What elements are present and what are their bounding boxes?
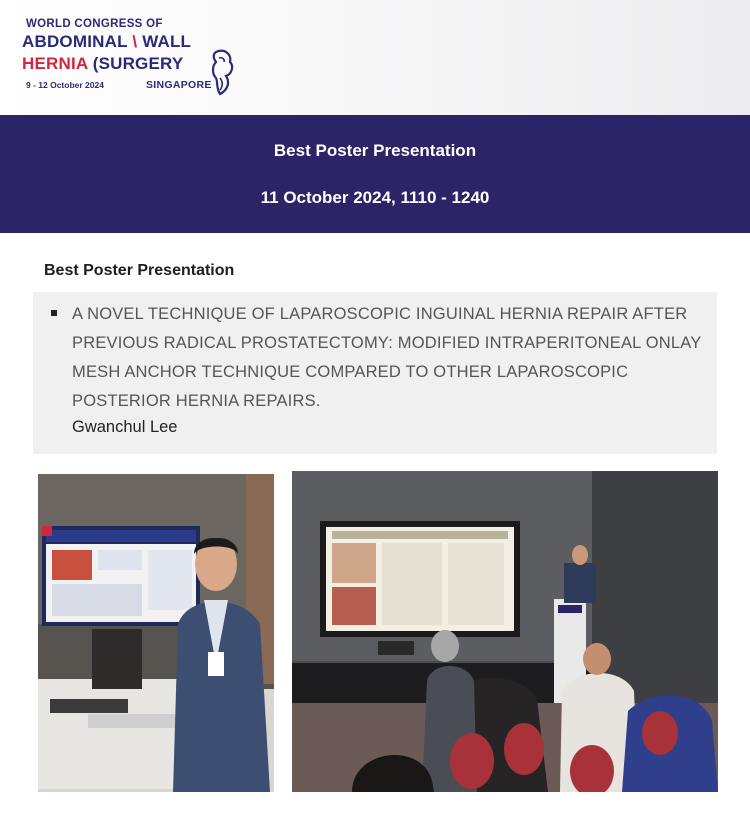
poster-list-item bbox=[33, 292, 717, 454]
merlion-icon bbox=[210, 48, 236, 96]
logo-line-3 bbox=[22, 54, 183, 74]
logo-dates: 9 - 12 October 2024 bbox=[26, 80, 104, 90]
photo-podium-presentation bbox=[292, 471, 718, 792]
poster-author: Gwanchul Lee bbox=[72, 418, 178, 436]
square-bullet-icon bbox=[51, 310, 57, 316]
event-banner bbox=[0, 115, 750, 233]
header bbox=[0, 0, 750, 115]
logo-wall: WALL bbox=[142, 32, 192, 51]
congress-logo[interactable] bbox=[22, 14, 252, 100]
logo-paren: ( bbox=[92, 54, 99, 73]
banner-datetime: 11 October 2024, 1110 - 1240 bbox=[260, 188, 490, 207]
logo-city: SINGAPORE bbox=[146, 79, 212, 91]
hall-photo-illustration bbox=[292, 471, 718, 792]
logo-hernia: HERNIA bbox=[22, 54, 88, 73]
section-heading: Best Poster Presentation bbox=[44, 262, 235, 279]
logo-surgery: SURGERY bbox=[98, 54, 184, 73]
banner-title: Best Poster Presentation bbox=[273, 141, 477, 160]
poster-title: A NOVEL TECHNIQUE OF LAPAROSCOPIC INGUINAL HERNIA REPAIR AFTER PREVIOUS RADICAL PROSTATECTOMY: MODIFIED INTRAPERITONEAL ONLAY MESH ANCHOR TECHNIQUE COMPARED TO OTHER LAPAROSCOPIC POSTERIOR HERNIA REPAIRS. bbox=[72, 305, 702, 410]
logo-line-2 bbox=[22, 32, 191, 52]
logo-line-1: WORLD CONGRESS OF bbox=[26, 18, 163, 30]
logo-abdominal: ABDOMINAL bbox=[22, 32, 128, 51]
photo-presenter-with-poster bbox=[38, 474, 274, 792]
presenter-photo-illustration bbox=[38, 474, 274, 792]
logo-slash: \ bbox=[132, 32, 138, 51]
